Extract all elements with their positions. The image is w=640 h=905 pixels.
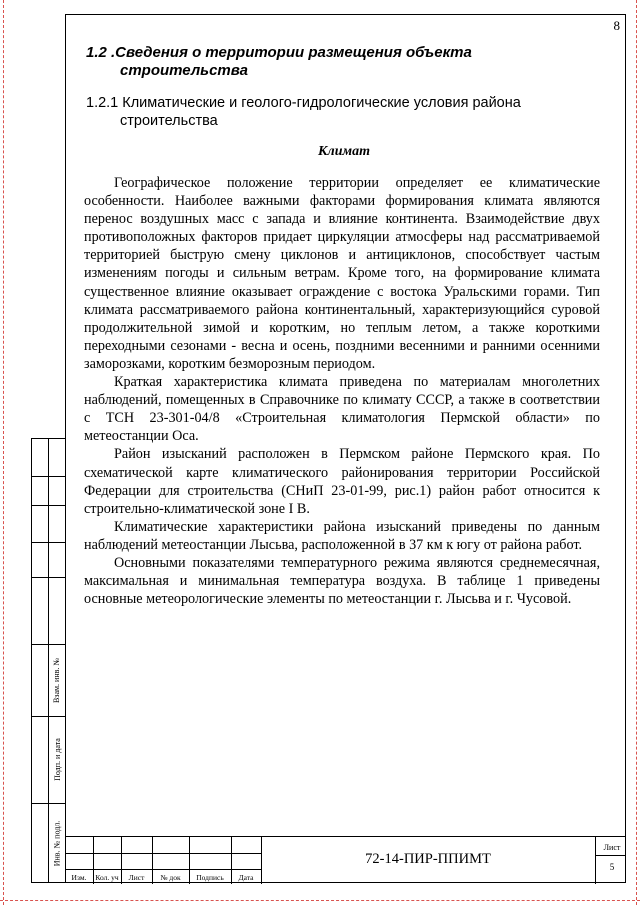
subsection-title <box>86 94 606 130</box>
document-code: 72-14-ПИР-ППИМТ <box>365 851 491 867</box>
section-title <box>86 44 606 80</box>
stamp-col-doc: № док <box>160 873 181 882</box>
paragraph: Климатические характеристики района изысканий приведены по данным наблюдений метеостанции Лысьва, расположенной в 37 км к югу от района работ. <box>84 518 600 553</box>
cut-line-left <box>3 0 4 905</box>
page-number: 8 <box>613 18 620 33</box>
section-title-line2: строительства <box>120 62 248 79</box>
paragraph: Географическое положение территории определяет ее климатические особенности. Наиболее важными факторами формирования климата являются перенос воздушных масс с запада и влияние континента. Взаимодействие двух противоположных факторов придает циркуляции атмосферы над рассматриваемой территорией быструю смену циклонов и антициклонов, способствует частым изменениям погоды и сильным ветрам. Кроме того, на формирование климата существенное влияние оказывает ограждение с востока Уральскими горами. Тип климата рассматриваемого района континентальный, характеризующийся суровой продолжительной зимой и коротким, но теплым летом, а также короткими переходными сезонами - весна и осень, поздними весенними и ранними осенними заморозками, коротким безморозным периодом. <box>84 175 600 372</box>
climate-heading: Климат <box>318 144 370 159</box>
side-stamp-strip <box>31 438 65 883</box>
body-text <box>84 174 600 608</box>
side-label-inv: Инв. № подл. <box>52 820 62 867</box>
cut-line-bottom <box>0 900 640 901</box>
stamp-col-izm: Изм. <box>71 873 87 882</box>
sheet-number: 5 <box>609 862 615 872</box>
paragraph: Район изысканий расположен в Пермском районе Пермского края. По схематической карте климатического районирования территории Российской Федерации для строительства (СНиП 23-01-99, рис.1) район работ относится к строительно-климатической зоне I В. <box>84 446 600 517</box>
subsection-title-line2: строительства <box>120 113 218 129</box>
subsection-title-line1: 1.2.1 Климатические и геолого-гидрологические условия района <box>86 95 521 111</box>
paragraph: Краткая характеристика климата приведена по материалам многолетних наблюдений, помещенных в Справочнике по климату СССР, а также в соответствии с ТСН 23-301-04/8 «Строительная климатология Пермской области» по метеостанции Оса. <box>84 374 600 445</box>
cut-line-right <box>636 0 637 905</box>
side-label-podp: Подп. и дата <box>52 738 62 781</box>
stamp-col-kol: Кол. уч <box>95 873 119 882</box>
sheet-label: Лист <box>603 843 621 852</box>
title-block <box>65 836 626 884</box>
stamp-col-sign: Подпись <box>196 873 224 882</box>
section-title-line1: 1.2 .Сведения о территории размещения объекта <box>86 44 472 61</box>
stamp-col-date: Дата <box>238 873 254 882</box>
side-label-vzam: Взам. инв. № <box>52 657 62 703</box>
paragraph: Основными показателями температурного режима являются среднемесячная, максимальная и минимальная температура воздуха. В таблице 1 приведены основные метеорологические элементы по метеостанции г. Лысьва и г. Чусовой. <box>84 554 600 608</box>
stamp-col-list: Лист <box>128 873 145 882</box>
